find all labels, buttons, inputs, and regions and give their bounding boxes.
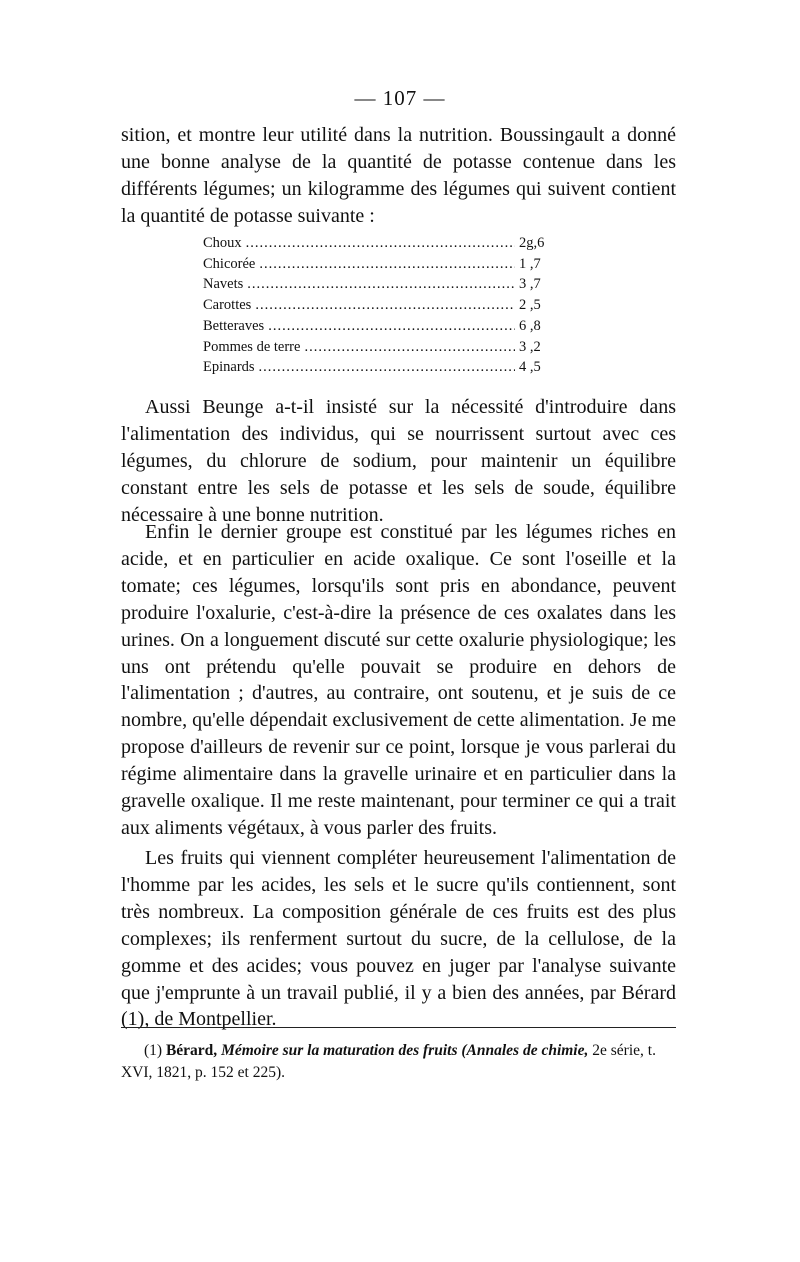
table-row [203, 357, 583, 378]
table-row [203, 337, 583, 358]
potash-value: 3 ,2 [519, 338, 541, 355]
vegetable-name: Carottes [203, 297, 252, 314]
table-row [203, 295, 583, 316]
paragraph-acid-vegetables: Enfin le dernier groupe est constitué par les légumes riches en acide, et en particulier en acide oxalique. Ce sont l'oseille et la tomate; ces légumes, lorsqu'ils sont pris en abondance, peuvent produire l'oxalurie, c'est-à-dire la présence de ces oxalates dans les urines. On a longuement discuté sur cette oxalurie physiologique; les uns ont prétendu qu'elle pouvait se produire en dehors de l'alimentation ; d'autres, au contraire, ont soutenu, et je suis de ce nombre, qu'elle dépendait exclusivement de cette alimentation. Je me propose d'ailleurs de revenir sur ce point, lorsque je vous parlerai du régime alimentaire dans la gravelle urinaire et en particulier dans la gravelle oxalique. Il me reste maintenant, pour terminer ce qui a trait aux aliments végétaux, à vous parler des fruits. [121, 521, 676, 839]
potash-value: 4 ,5 [519, 359, 541, 376]
vegetable-name: Epinards [203, 359, 255, 376]
vegetable-name: Betteraves [203, 317, 265, 334]
footnote-divider [121, 1027, 676, 1028]
dot-leader [255, 295, 515, 316]
vegetable-name: Pommes de terre [203, 338, 301, 355]
potash-content-table [203, 233, 583, 378]
footnote-details: 2e série, t. XVI, 1821, p. 152 et 225). [121, 1042, 656, 1081]
paragraph-sodium-balance: Aussi Beunge a-t-il insisté sur la nécessité d'introduire dans l'alimentation des individus, qui se nourrissent surtout avec ces légumes, du chlorure de sodium, pour maintenir un équilibre constant entre les sels de potasse et les sels de soude, équilibre nécessaire à une bonne nutrition. [121, 396, 676, 526]
paragraph-potash-intro: sition, et montre leur utilité dans la nutrition. Boussingault a donné une bonne analyse de la quantité de potasse contenue dans les différents légumes; un kilogramme des légumes qui suivent contient la quantité de potasse suivante : [121, 124, 676, 227]
footnote-journal: (Annales de chimie, [461, 1042, 589, 1059]
potash-value: 2 ,5 [519, 297, 541, 314]
table-row [203, 274, 583, 295]
table-row [203, 233, 583, 254]
page-number: — 107 — [354, 86, 446, 110]
paragraph-fruits: Les fruits qui viennent compléter heureusement l'alimentation de l'homme par les acides, les sels et le sucre qu'ils contiennent, sont très nombreux. La composition générale de ces fruits est des plus complexes; ils renferment surtout du sucre, de la cellulose, de la gomme et des acides; vous pouvez en juger par l'analyse suivante que j'emprunte à un travail publié, il y a bien des années, par Bérard (1), de Montpellier. [121, 847, 676, 1031]
dot-leader [247, 274, 515, 295]
potash-value: 6 ,8 [519, 317, 541, 334]
footnote-author: Bérard, [165, 1042, 218, 1059]
dot-leader [246, 233, 515, 254]
potash-value: 3 ,7 [519, 276, 541, 293]
footnote-citation [121, 1040, 681, 1084]
potash-value: 2g,6 [519, 235, 545, 251]
table-row [203, 316, 583, 337]
footnote-work-title: Mémoire sur la maturation des fruits [221, 1042, 458, 1059]
footnote-marker: (1) [144, 1042, 163, 1059]
potash-value: 1 ,7 [519, 255, 541, 272]
dot-leader [259, 254, 515, 275]
dot-leader [304, 337, 515, 358]
dot-leader [259, 357, 515, 378]
vegetable-name: Navets [203, 276, 244, 293]
table-row [203, 254, 583, 275]
vegetable-name: Choux [203, 235, 242, 251]
vegetable-name: Chicorée [203, 255, 256, 272]
footnote [121, 1040, 681, 1084]
dot-leader [268, 316, 515, 337]
